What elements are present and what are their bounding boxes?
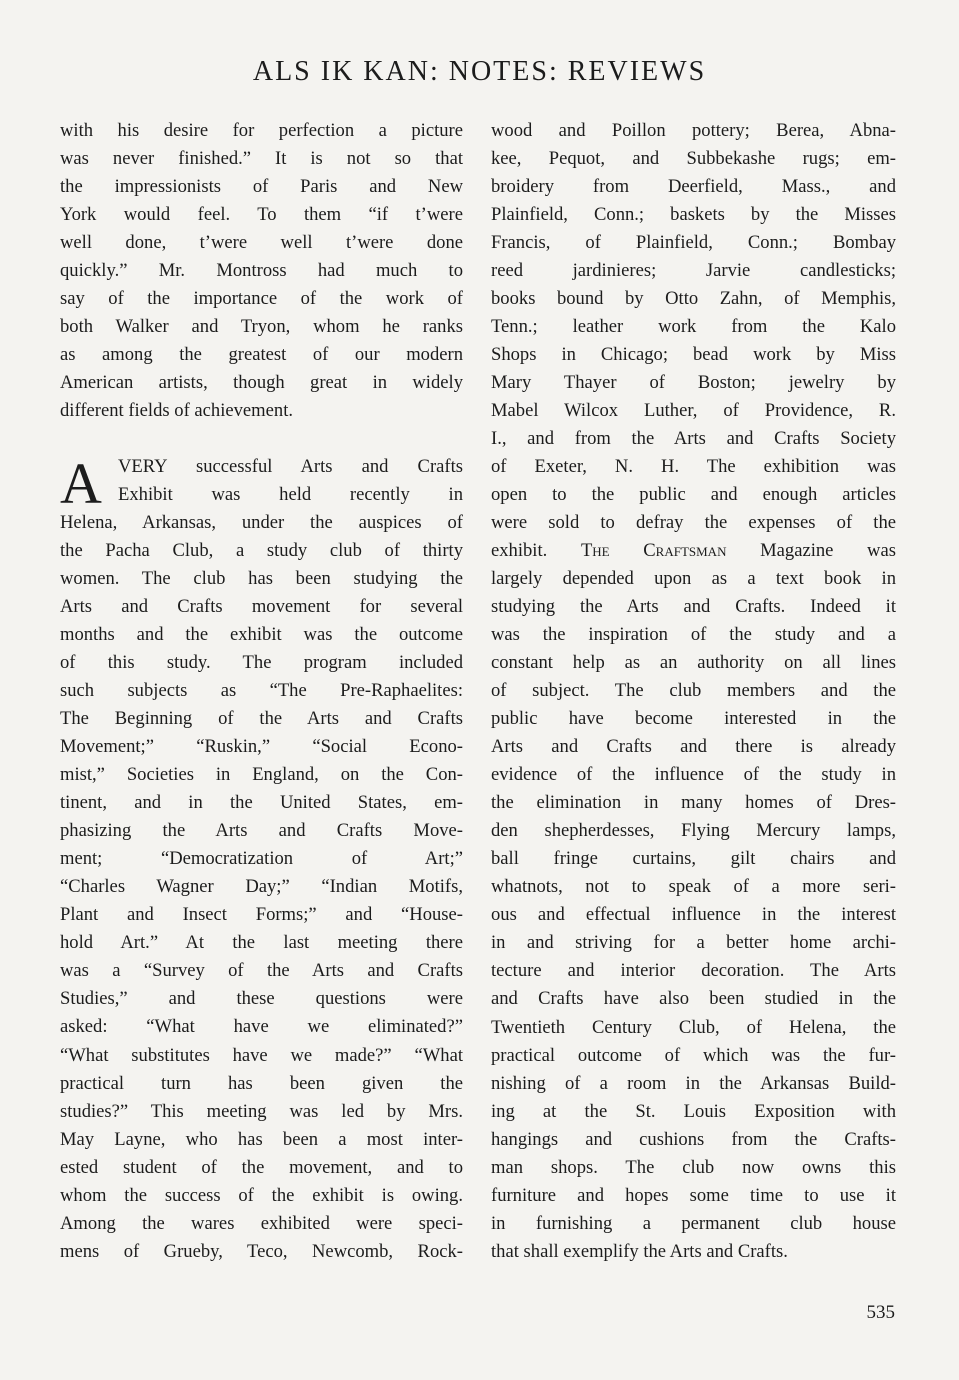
text-line: mist,” Societies in England, on the Con-: [60, 764, 463, 786]
text-line: say of the importance of the work of: [60, 288, 463, 310]
text-line: American artists, though great in widely: [60, 372, 463, 394]
text-line: Plainfield, Conn.; baskets by the Misses: [491, 204, 896, 226]
text-line: well done, t’were well t’were done: [60, 232, 463, 254]
text-line: Movement;” “Ruskin,” “Social Econo-: [60, 736, 463, 758]
text-line: York would feel. To them “if t’were: [60, 204, 463, 226]
text-line: practical outcome of which was the fur-: [491, 1044, 896, 1066]
text-line: studies?” This meeting was led by Mrs.: [60, 1100, 463, 1122]
right-column: [491, 117, 896, 1266]
text-line: whom the success of the exhibit is owing.: [60, 1184, 463, 1206]
text-line: den shepherdesses, Flying Mercury lamps,: [491, 820, 896, 842]
text-line: broidery from Deerfield, Mass., and: [491, 176, 896, 198]
text-line: hangings and cushions from the Crafts-: [491, 1128, 896, 1150]
text-line: tecture and interior decoration. The Arts: [491, 960, 896, 982]
text-line: Exhibit was held recently in: [118, 484, 463, 506]
text-line: constant help as an authority on all lines: [491, 652, 896, 674]
text-line: “What substitutes have we made?” “What: [60, 1044, 463, 1066]
text-line: the elimination in many homes of Dres-: [491, 792, 896, 814]
text-line: ing at the St. Louis Exposition with: [491, 1100, 896, 1122]
text-line-craftsman: [491, 537, 896, 565]
text-line: Among the wares exhibited were speci-: [60, 1212, 463, 1234]
text-line: Mary Thayer of Boston; jewelry by: [491, 372, 896, 394]
paragraph-exhibit: [60, 509, 463, 1265]
text-line: Arts and Crafts and there is already: [491, 736, 896, 758]
text-line: Studies,” and these questions were: [60, 988, 463, 1010]
drop-cap-letter: A: [60, 451, 102, 517]
text-line: furniture and hopes some time to use it: [491, 1184, 896, 1206]
text-line: that shall exemplify the Arts and Crafts.: [491, 1240, 788, 1262]
text-line: of this study. The program included: [60, 652, 463, 674]
text-line: phasizing the Arts and Crafts Move-: [60, 820, 463, 842]
paragraph-exhibit-opening: [60, 451, 463, 517]
text-line: mens of Grueby, Teco, Newcomb, Rock-: [60, 1240, 463, 1262]
text-line: Helena, Arkansas, under the auspices of: [60, 512, 463, 534]
text-line: as among the greatest of our modern: [60, 344, 463, 366]
text-line: Mabel Wilcox Luther, of Providence, R.: [491, 400, 896, 422]
text-line: May Layne, who has been a most inter-: [60, 1128, 463, 1150]
text-line: tinent, and in the United States, em-: [60, 792, 463, 814]
text-line: women. The club has been studying the: [60, 568, 463, 590]
text-line: man shops. The club now owns this: [491, 1156, 896, 1178]
text-line: open to the public and enough articles: [491, 484, 896, 506]
text-line: whatnots, not to speak of a more seri-: [491, 876, 896, 898]
paragraph-exhibit-continued-a: [491, 117, 896, 537]
text-line: ment; “Democratization of Art;”: [60, 848, 463, 870]
text-line: the impressionists of Paris and New: [60, 176, 463, 198]
text-line: the Pacha Club, a study club of thirty: [60, 540, 463, 562]
text-line: in and striving for a better home archi-: [491, 932, 896, 954]
text-line: asked: “What have we eliminated?”: [60, 1016, 463, 1038]
text-line: Francis, of Plainfield, Conn.; Bombay: [491, 232, 896, 254]
text-line: reed jardinieres; Jarvie candlesticks;: [491, 260, 896, 282]
paragraph-gap: [60, 425, 463, 453]
text-line: Arts and Crafts movement for several: [60, 596, 463, 618]
text-line: ested student of the movement, and to: [60, 1156, 463, 1178]
text-line: kee, Pequot, and Subbekashe rugs; em-: [491, 148, 896, 170]
text-line: The Beginning of the Arts and Crafts: [60, 708, 463, 730]
text-line: largely depended upon as a text book in: [491, 568, 896, 590]
page-number: 535: [866, 1302, 895, 1323]
magazine-name: The Craftsman: [580, 540, 727, 562]
text-line: was never finished.” It is not so that: [60, 148, 463, 170]
text-line: of Exeter, N. H. The exhibition was: [491, 456, 896, 478]
text-line: and Crafts have also been studied in the: [491, 988, 896, 1010]
text-line: wood and Poillon pottery; Berea, Abna-: [491, 120, 896, 141]
text-line: ous and effectual influence in the interest: [491, 904, 896, 926]
text-line: were sold to defray the expenses of the: [491, 512, 896, 534]
text-line: quickly.” Mr. Montross had much to: [60, 260, 463, 282]
text-line: Tenn.; leather work from the Kalo: [491, 316, 896, 338]
text-line: books bound by Otto Zahn, of Memphis,: [491, 288, 896, 310]
text-line: of subject. The club members and the: [491, 680, 896, 702]
text-line: public have become interested in the: [491, 708, 896, 730]
text-line: I., and from the Arts and Crafts Society: [491, 428, 896, 450]
text-line: “Charles Wagner Day;” “Indian Motifs,: [60, 876, 463, 898]
text-line: different fields of achievement.: [60, 400, 294, 422]
text-line: evidence of the influence of the study in: [491, 764, 896, 786]
text-line: months and the exhibit was the outcome: [60, 624, 463, 646]
text-fragment: exhibit.: [491, 540, 581, 562]
page-header-title: ALS IK KAN: NOTES: REVIEWS: [252, 56, 707, 87]
text-line: with his desire for perfection a picture: [60, 120, 463, 141]
left-column: [60, 117, 463, 1266]
text-line: was the inspiration of the study and a: [491, 624, 896, 646]
text-fragment: Magazine was: [726, 540, 896, 562]
paragraph-montross: [60, 117, 463, 425]
text-line: was a “Survey of the Arts and Crafts: [60, 960, 463, 982]
text-line: such subjects as “The Pre-Raphaelites:: [60, 680, 463, 702]
text-line: in furnishing a permanent club house: [491, 1212, 896, 1234]
text-line: studying the Arts and Crafts. Indeed it: [491, 596, 896, 618]
text-line: VERY successful Arts and Crafts: [118, 456, 463, 478]
text-line: nishing of a room in the Arkansas Build-: [491, 1072, 896, 1094]
text-line: Twentieth Century Club, of Helena, the: [491, 1016, 896, 1038]
text-line: hold Art.” At the last meeting there: [60, 932, 463, 954]
text-line: both Walker and Tryon, whom he ranks: [60, 316, 463, 338]
text-line: Shops in Chicago; bead work by Miss: [491, 344, 896, 366]
text-line: ball fringe curtains, gilt chairs and: [491, 848, 896, 870]
paragraph-exhibit-continued-b: [491, 565, 896, 1265]
text-line: Plant and Insect Forms;” and “House-: [60, 904, 463, 926]
text-line: practical turn has been given the: [60, 1072, 463, 1094]
